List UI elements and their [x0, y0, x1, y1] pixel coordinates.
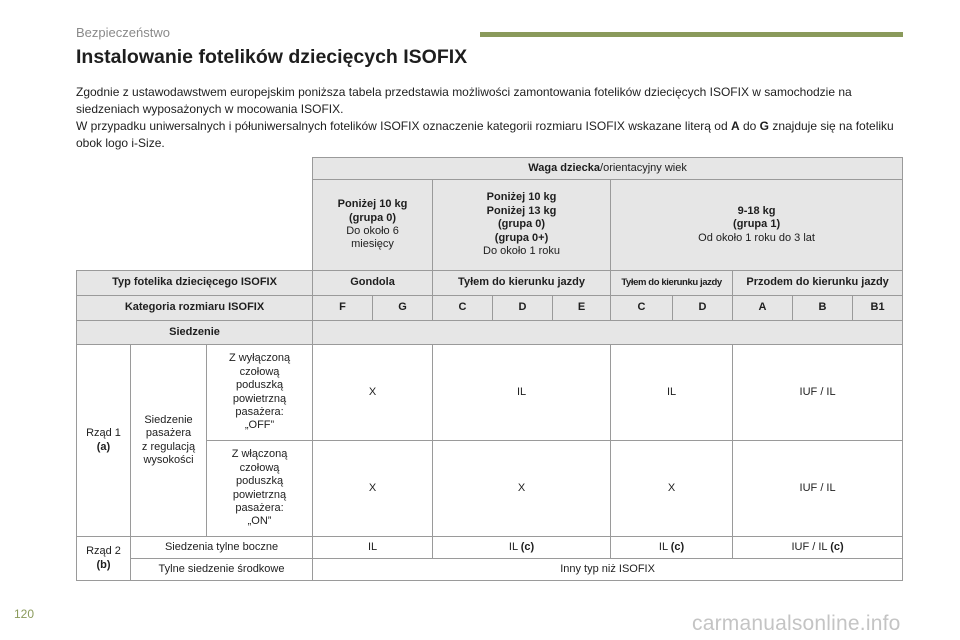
- section-label: Bezpieczeństwo: [76, 25, 170, 40]
- size-cell: B: [793, 296, 853, 321]
- value-cell: IUF / IL: [733, 441, 903, 537]
- seat-label-filler: [313, 321, 903, 345]
- value-cell: X: [313, 441, 433, 537]
- size-cell: C: [611, 296, 673, 321]
- type-rear-facing-narrow: Tyłem do kierunku jazdy: [611, 271, 733, 296]
- isofix-table: [76, 157, 903, 581]
- table-corner-blank: [77, 180, 313, 271]
- intro-paragraph-1: Zgodnie z ustawodawstwem europejskim poniższa tabela przedstawia możliwości zamontowania fotelików dziecięcych ISOFIX w samochodzie na siedzeniach wyposażonych w mocowania ISOFIX.: [76, 85, 852, 116]
- seat-label: Siedzenie: [77, 321, 313, 345]
- type-gondola: Gondola: [313, 271, 433, 296]
- size-cell: D: [493, 296, 553, 321]
- type-label: Typ fotelika dziecięcego ISOFIX: [77, 271, 313, 296]
- page-number: 120: [14, 607, 35, 621]
- group-0-header: Poniżej 10 kg (grupa 0) Do około 6 miesięcy: [313, 180, 433, 271]
- table-corner-blank: [77, 158, 313, 180]
- group-1-header: 9-18 kg (grupa 1) Od około 1 roku do 3 lat: [611, 180, 903, 271]
- rear-center-seat-label: Tylne siedzenie środkowe: [131, 559, 313, 581]
- size-cell: D: [673, 296, 733, 321]
- size-cell: C: [433, 296, 493, 321]
- rear-side-seats-label: Siedzenia tylne boczne: [131, 537, 313, 559]
- value-cell: IL: [313, 537, 433, 559]
- airbag-on-label: Z włączoną czołową poduszką powietrzną pasażera: „ON”: [207, 441, 313, 537]
- value-cell: X: [433, 441, 611, 537]
- section-divider-bar: [480, 32, 903, 37]
- type-forward-facing: Przodem do kierunku jazdy: [733, 271, 903, 296]
- group-0plus-header: Poniżej 10 kg Poniżej 13 kg (grupa 0) (grupa 0+) Do około 1 roku: [433, 180, 611, 271]
- size-cell: B1: [853, 296, 903, 321]
- intro-paragraph-2: W przypadku uniwersalnych i półuniwersalnych fotelików ISOFIX oznaczenie kategorii rozmiaru ISOFIX wskazane literą od A do G znajduje się na foteliku obok logo i-Size.: [76, 119, 894, 150]
- value-cell: IUF / IL (c): [733, 537, 903, 559]
- watermark: carmanualsonline.info: [692, 612, 901, 635]
- value-cell: IL: [433, 345, 611, 441]
- value-cell: IL: [611, 345, 733, 441]
- size-cell: G: [373, 296, 433, 321]
- size-cell: A: [733, 296, 793, 321]
- row1-label: Rząd 1 (a): [77, 345, 131, 537]
- value-cell: IUF / IL: [733, 345, 903, 441]
- weight-header: Waga dziecka/orientacyjny wiek: [313, 158, 903, 180]
- size-cell: E: [553, 296, 611, 321]
- row2-label: Rząd 2 (b): [77, 537, 131, 581]
- value-cell: X: [313, 345, 433, 441]
- type-rear-facing: Tyłem do kierunku jazdy: [433, 271, 611, 296]
- value-cell: IL (c): [433, 537, 611, 559]
- value-cell: IL (c): [611, 537, 733, 559]
- row1-seat-description: Siedzenie pasażera z regulacją wysokości: [131, 345, 207, 537]
- intro-text: [76, 84, 901, 152]
- value-cell: X: [611, 441, 733, 537]
- airbag-off-label: Z wyłączoną czołową poduszką powietrzną pasażera: „OFF”: [207, 345, 313, 441]
- size-cell: F: [313, 296, 373, 321]
- size-label: Kategoria rozmiaru ISOFIX: [77, 296, 313, 321]
- rear-center-seat-value: Inny typ niż ISOFIX: [313, 559, 903, 581]
- page-title: Instalowanie fotelików dziecięcych ISOFIX: [76, 46, 468, 68]
